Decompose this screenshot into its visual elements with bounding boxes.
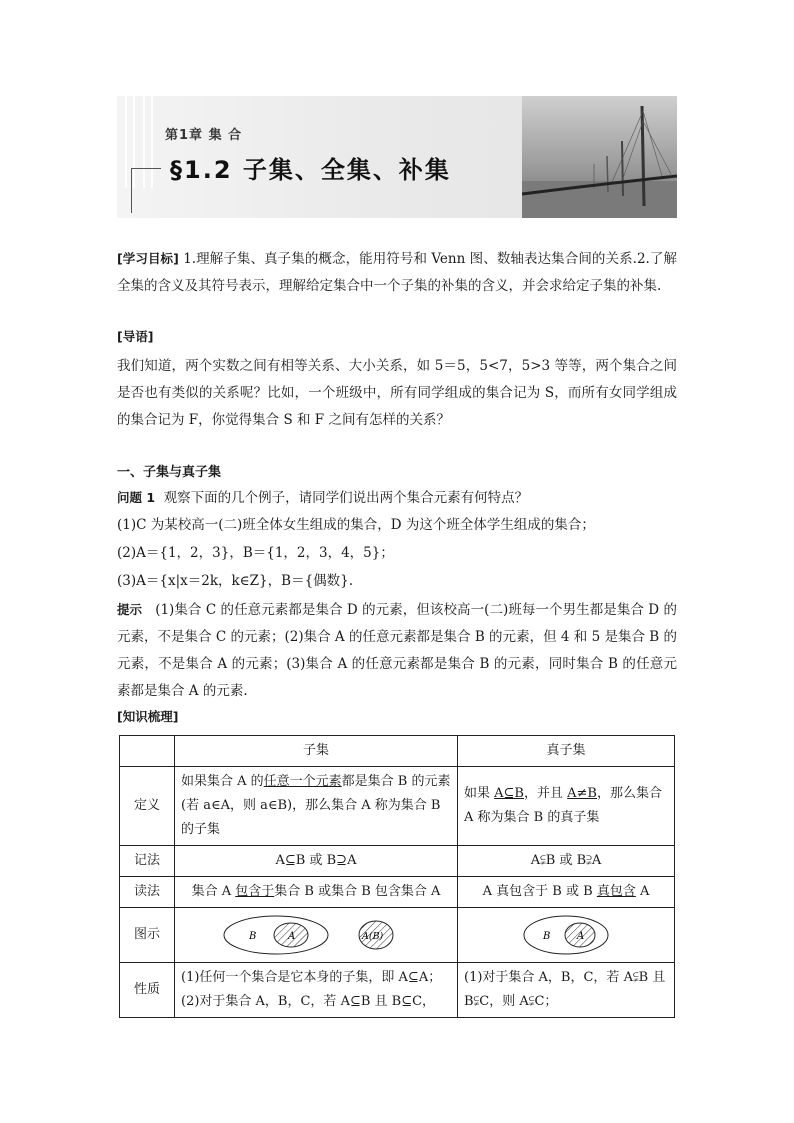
banner-rule-vertical: [131, 168, 132, 213]
intro-label: [导语]: [117, 329, 154, 344]
header-subset: 子集: [175, 736, 458, 767]
definition-subset: 如果集合 A 的任意一个元素都是集合 B 的元素(若 a∈A，则 a∈B)，那么集合 A 称为集合 B 的子集: [175, 767, 458, 846]
venn-label-b: B: [543, 931, 551, 942]
table-row-diagram: [120, 908, 675, 963]
diagram-subset: [175, 908, 458, 963]
property-proper-subset: (1)对于集合 A，B，C，若 A⫋B 且 B⫋C，则 A⫋C；: [458, 963, 675, 1018]
venn-label-b: B: [249, 931, 257, 942]
hint-text: (1)集合 C 的任意元素都是集合 D 的元素，但该校高一(二)班每一个男生都是集合 D 的元素，不是集合 C 的元素；(2)集合 A 的任意元素都是集合 B 的元素，但 4 和 5 是集合 B 的元素，不是集合 A 的元素；(3)集合 A 的任意元素都是集合 B 的元素，同时集合 B 的任意元素都是集合 A 的元素.: [117, 602, 677, 699]
goals-label: [学习目标]: [117, 251, 179, 266]
venn-subset-diagrams: [216, 911, 416, 959]
table-row-property: [120, 963, 675, 1018]
venn-label-ab: A(B): [362, 931, 384, 942]
intro-text: 我们知道，两个实数之间有相等关系、大小关系，如 5＝5，5<7，5>3 等等，两个集合之间是否也有类似的关系呢？比如，一个班级中，所有同学组成的集合记为 S，而所有女同学组成的集合记为 F，你觉得集合 S 和 F 之间有怎样的关系？: [117, 358, 677, 428]
learning-goals: [117, 245, 677, 300]
hint: [117, 596, 677, 705]
question-1: [117, 488, 677, 508]
row-head-notation: 记法: [120, 846, 175, 877]
table-header-row: [120, 736, 675, 767]
example-2: (2)A＝{1，2，3}，B＝{1，2，3，4，5}；: [117, 545, 394, 561]
example-3: (3)A＝{x|x＝2k，k∈Z}，B＝{偶数}.: [117, 573, 354, 589]
notation-proper-subset: A⫋B 或 B⫌A: [458, 846, 675, 877]
section-heading: 一、子集与真子集: [117, 465, 222, 480]
example-1: (1)C 为某校高一(二)班全体女生组成的集合，D 为这个班全体学生组成的集合；: [117, 517, 595, 533]
definition-proper-subset: 如果 A⊆B，并且 A≠B，那么集合 A 称为集合 B 的真子集: [458, 767, 675, 846]
table-corner: [120, 736, 175, 767]
question-label: 问题 1: [117, 490, 156, 505]
table-row-notation: [120, 846, 675, 877]
row-head-definition: 定义: [120, 767, 175, 846]
goals-text: 1.理解子集、真子集的概念，能用符号和 Venn 图、数轴表达集合间的关系.2.了解全集的含义及其符号表示，理解给定集合中一个子集的补集的含义，并会求给定子集的补集.: [117, 251, 677, 294]
table-row-definition: [120, 767, 675, 846]
header-proper-subset: 真子集: [458, 736, 675, 767]
property-subset: (1)任何一个集合是它本身的子集，即 A⊆A； (2)对于集合 A，B，C，若 A⊆B 且 B⊆C，: [175, 963, 458, 1018]
section-title: §1.2 子集、全集、补集: [170, 156, 451, 184]
question-text: 观察下面的几个例子，请同学们说出两个集合元素有何特点？: [163, 490, 529, 506]
knowledge-table: [119, 735, 675, 1018]
row-head-diagram: 图示: [120, 908, 175, 963]
diagram-proper-subset: [458, 908, 675, 963]
table-row-reading: [120, 877, 675, 908]
hint-label: 提示: [117, 602, 143, 617]
banner-rule: [131, 168, 161, 169]
knowledge-label: [知识梳理]: [117, 709, 179, 724]
venn-label-a: A: [288, 931, 296, 942]
row-head-reading: 读法: [120, 877, 175, 908]
bridge-photo: [522, 96, 677, 218]
reading-subset: 集合 A 包含于集合 B 或集合 B 包含集合 A: [175, 877, 458, 908]
row-head-property: 性质: [120, 963, 175, 1018]
reading-proper-subset: A 真包含于 B 或 B 真包含 A: [458, 877, 675, 908]
notation-subset: A⊆B 或 B⊇A: [175, 846, 458, 877]
venn-proper-subset-diagram: [516, 911, 616, 959]
venn-label-a: A: [577, 931, 585, 942]
chapter-label: 第1章 集 合: [165, 128, 243, 143]
